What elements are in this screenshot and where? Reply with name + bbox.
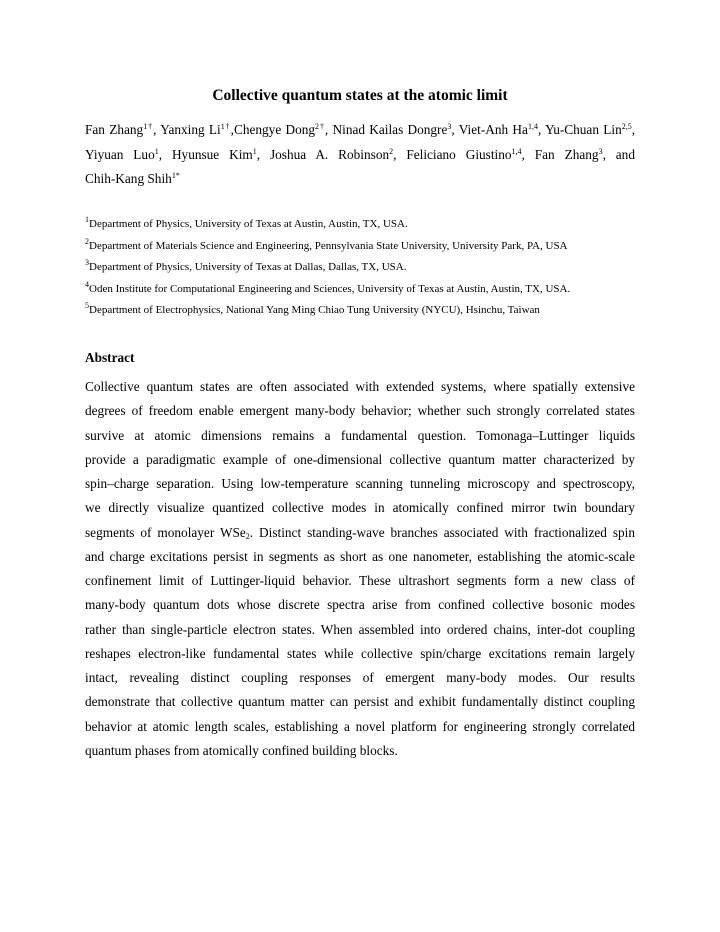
author-name: Yiyuan Luo (85, 146, 155, 162)
abstract-line: spin–charge separation. Using low-temperature scanning tunneling microscopy and spectroscopy, (85, 476, 635, 492)
author-name-group (459, 122, 538, 137)
author-separator: , (158, 146, 172, 162)
affiliation-number: 3 (85, 258, 89, 267)
abstract-body (85, 375, 635, 763)
author-separator: , (631, 122, 636, 137)
author-separator: , (393, 146, 407, 162)
author-name: Yanxing Li (160, 122, 221, 137)
author-name-group (172, 147, 257, 162)
author-name-group (333, 122, 452, 137)
affiliation-number: 5 (85, 301, 89, 310)
abstract-line: quantum phases from atomically confined building blocks. (85, 742, 398, 758)
author-affiliation-mark: 2 (389, 146, 394, 156)
author-separator: , (521, 146, 535, 162)
affiliation-text: Oden Institute for Computational Engineering and Sciences, University of Texas at Austin, Austin, TX, USA. (89, 282, 571, 295)
abstract-line: many-body quantum dots whose discrete spectra arise from confined collective bosonic modes (85, 597, 635, 613)
author-separator: , (324, 122, 333, 137)
affiliation-number: 4 (85, 279, 89, 289)
affiliation-item (85, 214, 645, 236)
author-affiliation-mark: 2,5 (621, 122, 632, 131)
author-name-group (545, 122, 632, 137)
affiliation-text: Department of Materials Science and Engineering, Pennsylvania State University, University Park, PA, USA (89, 239, 568, 252)
author-name: Feliciano Giustino (406, 146, 512, 162)
author-name: Fan Zhang (534, 146, 599, 162)
author-separator: , (230, 122, 234, 137)
author-name-group (535, 147, 603, 162)
author-name: Viet-Anh Ha (458, 122, 528, 137)
abstract-line: reshapes electron-like fundamental states while collective spin/charge excitations remain largely (85, 645, 635, 661)
author-name: Yu-Chuan Lin (545, 122, 622, 137)
author-affiliation-mark: 1,4 (511, 146, 522, 156)
author-separator: , (256, 146, 270, 162)
author-name-group (406, 147, 521, 162)
affiliation-text: Department of Electrophysics, National Yang Ming Chiao Tung University (NYCU), Hsinchu, Taiwan (89, 304, 540, 316)
author-name-group (85, 171, 180, 186)
author-name-group (234, 122, 325, 137)
author-name-group (270, 147, 393, 162)
author-affiliation-mark: 3 (447, 122, 452, 131)
affiliation-number: 1 (85, 215, 89, 224)
author-name: Chengye Dong (233, 122, 316, 137)
author-affiliation-mark: 2† (315, 122, 325, 131)
affiliation-item (85, 257, 645, 279)
abstract-line: rather than single-particle electron states. When assembled into ordered chains, inter-dot coupling (85, 621, 635, 637)
author-affiliation-mark: 1† (143, 122, 154, 131)
author-name: Hyunsue Kim (171, 146, 253, 162)
author-name: Joshua A. Robinson (269, 146, 390, 162)
author-name: Ninad Kailas Dongre (332, 122, 448, 137)
author-separator: , (537, 122, 546, 137)
abstract-line (85, 521, 635, 545)
abstract-line: provide a paradigmatic example of one-dimensional collective quantum matter characterized by (85, 451, 635, 467)
abstract-line: demonstrate that collective quantum matter can persist and exhibit fundamentally distinct coupling (85, 694, 635, 710)
affiliation-list (85, 214, 645, 322)
abstract-line: survive at atomic dimensions remains a fundamental question. Tomonaga–Luttinger liquids (85, 427, 635, 443)
author-name-group (85, 147, 159, 162)
author-separator: , (153, 122, 161, 137)
affiliation-text: Department of Physics, University of Texas at Dallas, Dallas, TX, USA. (89, 261, 407, 273)
subscript: 2 (245, 531, 250, 541)
abstract-line: we directly visualize quantized collective modes in atomically confined mirror twin boundary (85, 500, 635, 516)
author-name-group (85, 122, 153, 137)
author-affiliation-mark: 1 (252, 146, 257, 156)
author-affiliation-mark: 1 (154, 146, 159, 156)
paper-title: Collective quantum states at the atomic limit (212, 87, 508, 104)
affiliation-number: 2 (85, 236, 89, 246)
affiliation-text: Department of Physics, University of Texas at Austin, Austin, TX, USA. (89, 218, 408, 230)
author-list (85, 118, 635, 192)
affiliation-item (85, 236, 645, 258)
author-name: Fan Zhang (85, 122, 144, 137)
abstract-line: degrees of freedom enable emergent many-body behavior; whether such strongly correlated states (85, 403, 635, 419)
author-name-group (160, 122, 230, 137)
author-affiliation-mark: 1* (171, 171, 180, 180)
abstract-line: Collective quantum states are often associated with extended systems, where spatially extensive (85, 379, 635, 394)
abstract-line: and charge excitations persist in segments as short as one nanometer, establishing the atomic-scale (85, 548, 635, 564)
affiliation-item (85, 300, 645, 322)
abstract-line: behavior at atomic length scales, establishing a novel platform for engineering strongly correlated (85, 718, 635, 734)
author-affiliation-mark: 1† (220, 122, 231, 131)
abstract-line: intact, revealing distinct coupling responses of emergent many-body modes. Our results (85, 670, 635, 686)
author-affiliation-mark: 3 (598, 146, 603, 156)
abstract-line: confinement limit of Luttinger-liquid behavior. These ultrashort segments form a new class of (85, 573, 635, 589)
abstract-heading: Abstract (85, 350, 135, 365)
affiliation-item (85, 279, 645, 301)
author-affiliation-mark: 1,4 (527, 122, 538, 131)
author-separator: , and (602, 146, 635, 162)
abstract-text: segments of monolayer WSe (85, 524, 246, 540)
author-separator: , (451, 122, 459, 137)
author-name: Chih-Kang Shih (85, 171, 172, 186)
abstract-text: . Distinct standing-wave branches associated with fractionalized spin (249, 524, 635, 540)
